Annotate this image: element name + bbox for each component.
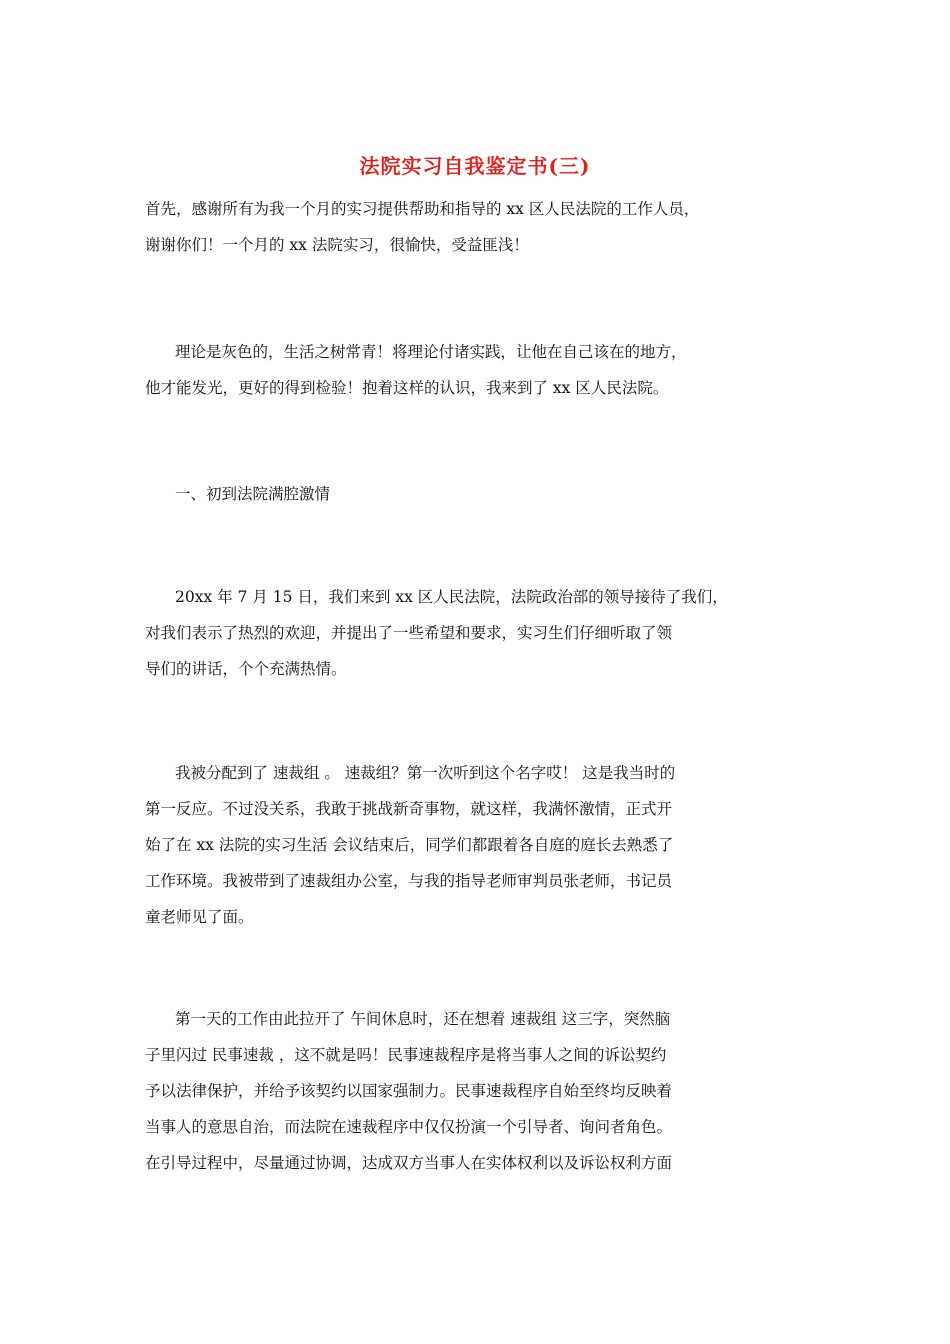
paragraph-arrival: [145, 579, 810, 687]
paragraph-line: 予以法律保护，并给予该契约以国家强制力。民事速裁程序自始至终均反映着: [145, 1082, 673, 1100]
paragraph-line: 对我们表示了热烈的欢迎，并提出了一些希望和要求，实习生们仔细听取了领: [145, 624, 673, 642]
paragraph-line: 他才能发光，更好的得到检验！抱着这样的认识，我来到了 xx 区人民法院。: [145, 379, 669, 397]
paragraph-line: 在引导过程中，尽量通过协调，达成双方当事人在实体权利以及诉讼权利方面: [145, 1154, 673, 1172]
paragraph-line: 童老师见了面。: [145, 908, 254, 926]
paragraph-line: 始了在 xx 法院的实习生活 会议结束后，同学们都跟着各自庭的庭长去熟悉了: [145, 836, 674, 854]
paragraph-line: 理论是灰色的，生活之树常青！将理论付诸实践，让他在自己该在的地方，: [175, 343, 687, 361]
paragraph-line: 第一反应。不过没关系，我敢于挑战新奇事物，就这样，我满怀激情，正式开: [145, 800, 673, 818]
paragraph-line: 我被分配到了 速裁组 。 速裁组？第一次听到这个名字哎！ 这是我当时的: [175, 764, 676, 782]
paragraph-line: 导们的讲话，个个充满热情。: [145, 660, 347, 678]
paragraph-theory: [145, 334, 810, 406]
paragraph-line: 第一天的工作由此拉开了 午间休息时，还在想着 速裁组 这三字，突然脑: [175, 1010, 671, 1028]
paragraph-line: 当事人的意思自治，而法院在速裁程序中仅仅扮演一个引导者、询问者角色。: [145, 1118, 673, 1136]
section-heading-text: 一、初到法院满腔激情: [175, 485, 331, 503]
paragraph-line: 谢谢你们！一个月的 xx 法院实习，很愉快，受益匪浅！: [145, 236, 529, 254]
paragraph-assignment: [145, 755, 810, 935]
paragraph-line: 子里闪过 民事速裁 ，这不就是吗！民事速裁程序是将当事人之间的诉讼契约: [145, 1046, 667, 1064]
paragraph-line: 20xx 年 7 月 15 日，我们来到 xx 区人民法院，法院政治部的领导接待了我们，: [175, 588, 728, 606]
document-title: 法院实习自我鉴定书(三): [359, 154, 591, 178]
paragraph-line: 工作环境。我被带到了速裁组办公室，与我的指导老师审判员张老师，书记员: [145, 872, 673, 890]
paragraph-line: 首先，感谢所有为我一个月的实习提供帮助和指导的 xx 区人民法院的工作人员，: [145, 200, 700, 218]
paragraph-first-day: [145, 1001, 810, 1181]
section-heading-1: [145, 476, 810, 512]
paragraph-thanks: [145, 191, 810, 263]
